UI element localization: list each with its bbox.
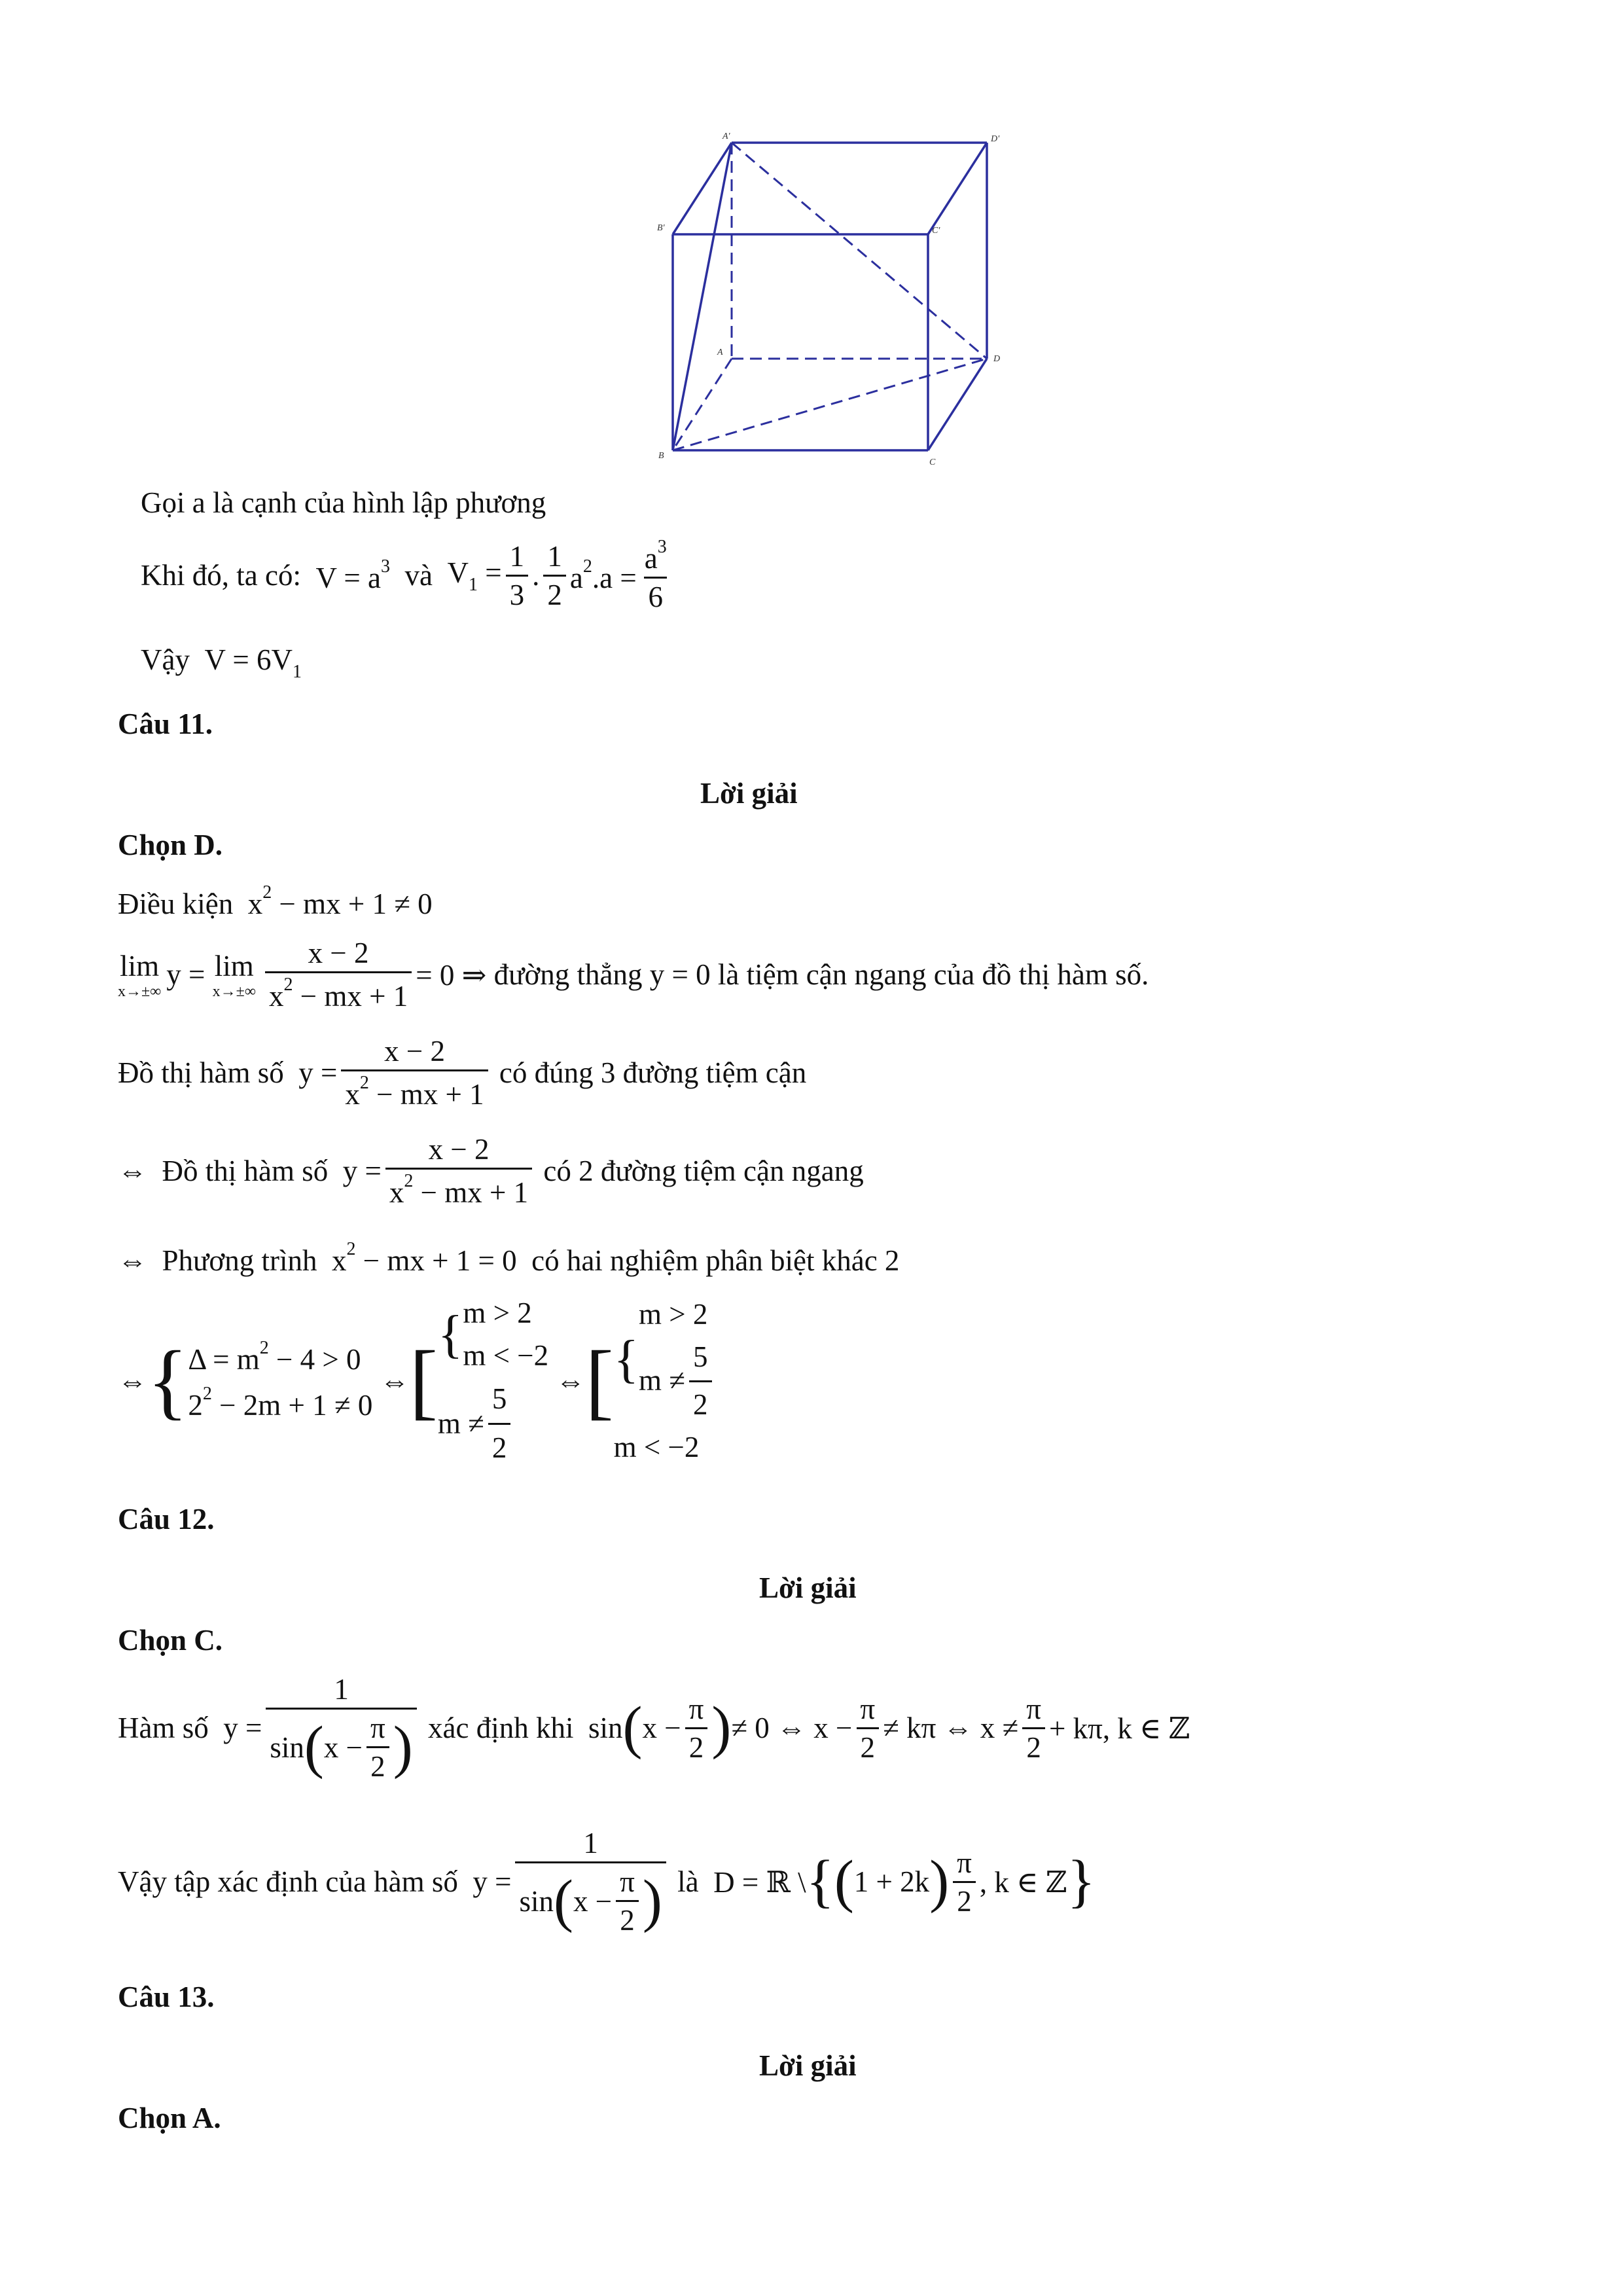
q11-equiv1: ⇔ Đồ thị hàm số y = $\frac{x - 2}{x^2 - mx + 1}$ có 2 đường tiệm cận ngang [118,1133,864,1209]
label-c1: C' [932,226,940,236]
q12-solution-title: Lời giải [759,1571,857,1604]
q11-limit-line: lim x→±∞ y = lim x→±∞ $\frac{x - 2}{x^2 - mx + 1}$ = 0 ⇒ đường thẳng y = 0 là tiệm cận ngang của đồ thị hàm số. [118,937,1149,1013]
q11-choice: Chọn D. [118,829,223,861]
s10-line1: Gọi a là cạnh của hình lập phương [141,486,546,519]
s10-volume-v1: $V_1$ = [447,556,502,595]
frac-a3-6: $\frac{a^3}{6}$ [644,537,667,613]
q12-choice: Chọn C. [118,1624,223,1657]
q12-line1: Hàm số y = 1 sin ( x − $\frac{\pi}{2}$ ) xác định khi sin ( x − $\frac{\pi}{2}$ ) ≠ 0 ⇔ x − $\frac{\pi}{2}$ ≠ kπ ⇔ x ≠ $\frac{\pi}{2}$ + kπ, k ∈ ℤ [118,1673,1190,1783]
label-a: A [717,348,723,357]
label-c: C [929,457,936,467]
label-d1: D' [991,134,1000,144]
s10-volume-v: $V = a^3$ [315,556,390,594]
q12-heading: Câu 12. [118,1503,215,1535]
label-b: B [658,451,664,461]
frac-1-2: $\frac{1}{2}$ [543,539,566,612]
label-d: D [993,354,1001,364]
q11-system: ⇔ { $\Delta = m^2 - 4 > 0$ $2^2 - 2m + 1 \ne 0$ ⇔ [ { m > 2 m < −2 m ≠ $\frac{5}{2}$ ⇔ [ { m > 2 m ≠ $\frac{5}{2}$ m < −2 [118,1283,716,1479]
label-b1: B' [657,223,665,233]
q11-heading: Câu 11. [118,708,213,740]
s10-line3: Vậy $V = 6V_1$ [141,643,302,682]
s10-and: và [404,559,433,592]
s10-line2: Khi đó, ta có: $V = a^3$ và $V_1$ = $\frac{1}{3}$ . $\frac{1}{2}$ $a^2.a$ = $\frac{a^3}{6}$ [141,537,675,614]
q11-graph-line: Đồ thị hàm số y = $\frac{x - 2}{x^2 - mx + 1}$ có đúng 3 đường tiệm cận [118,1035,807,1111]
q11-solution-title: Lời giải [700,777,798,810]
q11-equiv2: ⇔ Phương trình $x^2$ − mx + 1 = 0 có hai nghiệm phân biệt khác 2 [118,1239,900,1277]
label-a1: A' [722,132,730,141]
q12-line2: Vậy tập xác định của hàm số y = 1 sin ( x − $\frac{\pi}{2}$ ) là D = ℝ \ { ( 1 + 2k ) $\frac{\pi}{2}$ , k ∈ ℤ } [118,1827,1096,1937]
q11-condition: Điều kiện $x^2$ − mx + 1 ≠ 0 [118,882,433,920]
q13-choice: Chọn A. [118,2102,221,2134]
s10-line2-prefix: Khi đó, ta có: [141,559,301,592]
q11-limit-tail: đường thẳng y = 0 là tiệm cận ngang của đồ thị hàm số. [493,958,1149,991]
q13-heading: Câu 13. [118,1981,215,2013]
q13-solution-title: Lời giải [759,2049,857,2082]
frac-1-3: $\frac{1}{3}$ [506,539,529,612]
cube-figure [654,124,1021,478]
